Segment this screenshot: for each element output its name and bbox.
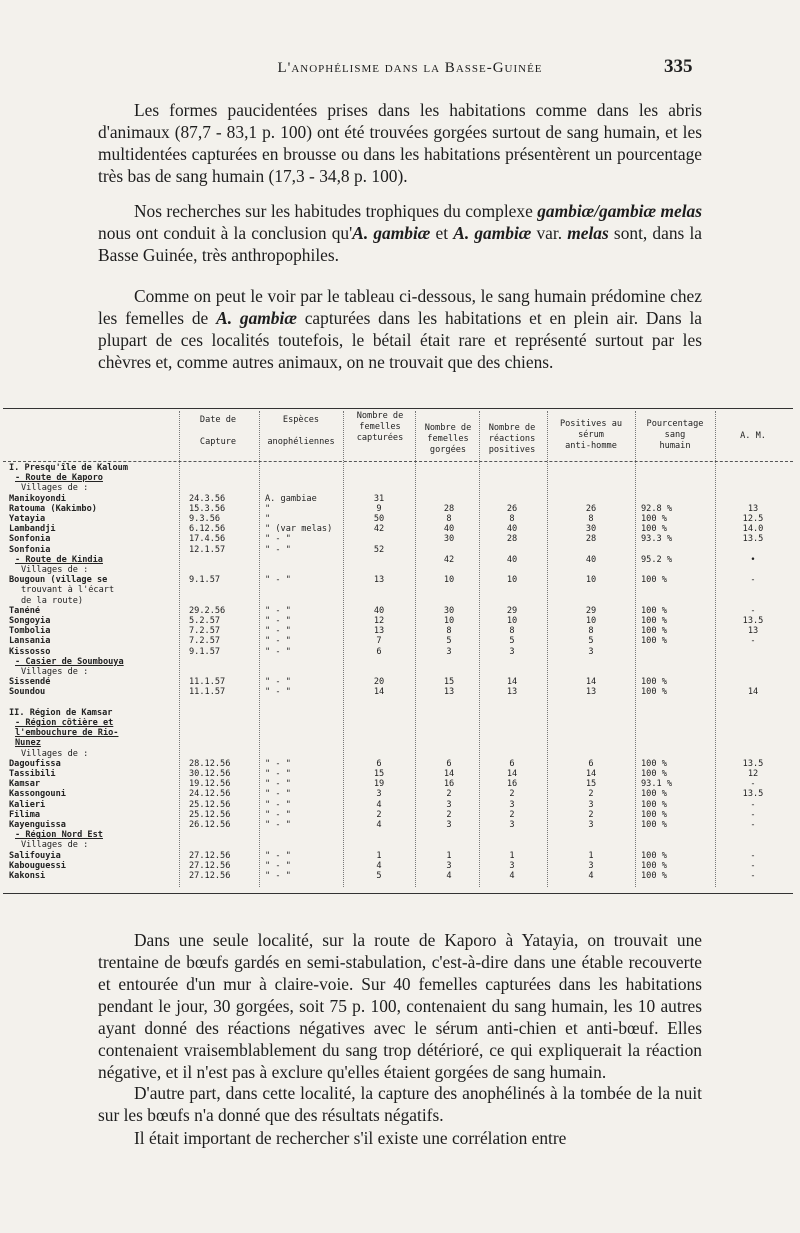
table-row [3,738,793,748]
positive-cell: 1 [588,850,594,861]
species-cell: " - " [265,871,291,881]
positive-cell: 10 [585,575,597,586]
percent-cell: 100 % [641,575,667,586]
am-cell: 13 [747,503,759,514]
reactions-cell: 5 [509,636,515,647]
percent-cell: 100 % [641,636,667,647]
gorged-cell: 6 [446,758,452,769]
am-cell: - [750,850,756,861]
captured-cell: 9 [376,503,382,514]
location-cell: Soundou [9,687,46,698]
species-cell: " - " [265,534,291,545]
paragraph-4: Dans une seule localité, sur la route de Kaporo à Yatayia, on trouvait une trentaine de bœufs gardés en semi-stabulation, c'est-à-dire dans une étable recouverte et entourée d'un mur à claire-voie. Sur 40 femelles capturées dans les habitations pendant le jour, 30 gorgées, soit 75 p. 100, contenaient du sang humain, les 10 autres ayant donné des réactions négatives avec le sérum anti-chien et anti-bœuf. Elles contenaient vraisemblablement du sang trop détérioré, ce qui expliquerait la réaction négative, et il n'est pas à exclure qu'elles étaient gorgées de sang humain. [98,930,702,1082]
table-row [3,616,793,626]
location-cell: Villages de : [21,565,89,575]
paragraph-3-text: capturées dans les habitations et en plein air. Dans la plupart de ces localités toutefois, le bétail était rare et représenté surtout par les chèvres et, comme autres animaux, on ne trouvait que des chiens. [98,308,703,372]
location-cell: Kakonsi [9,871,46,881]
reactions-cell: 8 [509,626,515,637]
date-cell: 25.12.56 [189,799,231,810]
location-cell: Yatayia [9,514,46,524]
gorged-cell: 3 [446,820,452,830]
gorged-cell: 30 [443,605,455,616]
table-row [3,565,793,575]
table-body [3,463,793,891]
gorged-cell: 8 [446,514,452,524]
species-cell: " - " [265,809,291,820]
captured-cell: 6 [376,758,382,769]
location-cell: Salifouyia [9,850,61,861]
species-name: melas [567,223,609,243]
captured-cell: 3 [376,789,382,800]
species-cell: A. gambiae [265,493,317,504]
paragraph-3 [98,285,702,373]
gorged-cell: 42 [443,554,455,565]
gorged-cell: 28 [443,503,455,514]
reactions-cell: 2 [509,809,515,820]
gorged-cell: 30 [443,534,455,545]
percent-cell: 100 % [641,860,667,871]
reactions-cell: 2 [509,789,515,800]
percent-cell: 100 % [641,850,667,861]
positive-cell: 3 [588,646,594,657]
am-cell: - [750,636,756,647]
table-row [3,708,793,718]
reactions-cell: 8 [509,514,515,524]
location-cell: Kamsar [9,779,41,790]
running-head [0,56,800,86]
table-row [3,769,793,779]
table-row [3,718,793,728]
gorged-cell: 2 [446,809,452,820]
reactions-cell: 10 [506,616,518,626]
location-cell: Kabouguessi [9,860,66,871]
captured-cell: 13 [373,575,385,586]
location-cell: Kissosso [9,646,51,657]
gorged-cell: 5 [446,636,452,647]
positive-cell: 8 [588,514,594,524]
reactions-cell: 6 [509,758,515,769]
header-am: A. M. [740,431,766,441]
location-cell: Manikoyondi [9,493,66,504]
reactions-cell: 40 [506,554,518,565]
date-cell: 29.2.56 [189,605,226,616]
captured-cell: 6 [376,646,382,657]
captured-cell: 13 [373,626,385,637]
species-name: A. gambiæ [453,223,532,243]
am-cell: 12.5 [742,514,764,524]
am-cell: 12 [747,769,759,779]
am-cell: - [750,799,756,810]
date-cell: 7.2.57 [189,636,221,647]
reactions-cell: 28 [506,534,518,545]
location-cell: - Route de Kindia [15,554,103,565]
table-row [3,545,793,555]
location-cell: de la route) [21,595,84,606]
table-row [3,524,793,534]
location-cell: Villages de : [21,840,89,851]
location-cell: trouvant à l'écart [21,585,115,596]
date-cell: 9.1.57 [189,646,221,657]
table-row [3,483,793,493]
location-cell: Lansania [9,636,51,647]
species-cell: " - " [265,769,291,779]
table-row [3,759,793,769]
table-row [3,851,793,861]
header-captured: Nombre de femelles capturées [356,411,404,443]
captured-cell: 19 [373,779,385,790]
date-cell: 6.12.56 [189,524,226,535]
date-cell: 27.12.56 [189,860,231,871]
gorged-cell: 16 [443,779,455,790]
reactions-cell: 26 [506,503,518,514]
gorged-cell: 3 [446,860,452,871]
table-row [3,534,793,544]
table-row [3,749,793,759]
percent-cell: 100 % [641,616,667,626]
reactions-cell: 3 [509,820,515,830]
paragraph-2 [98,200,702,266]
percent-cell: 100 % [641,758,667,769]
location-cell: Sonfonia [9,534,51,545]
am-cell: - [750,860,756,871]
paragraph-2-text: et [430,223,454,243]
am-cell: - [750,605,756,616]
positive-cell: 28 [585,534,597,545]
table-row [3,830,793,840]
positive-cell: 3 [588,799,594,810]
table-row [3,606,793,616]
date-cell: 19.12.56 [189,779,231,790]
location-cell: Sissendé [9,677,51,688]
table-row [3,463,793,473]
table-row [3,698,793,708]
gorged-cell: 13 [443,687,455,698]
positive-cell: 40 [585,554,597,565]
positive-cell: 26 [585,503,597,514]
gorged-cell: 15 [443,677,455,688]
table-row [3,789,793,799]
positive-cell: 30 [585,524,597,535]
percent-cell: 100 % [641,799,667,810]
am-cell: - [750,779,756,790]
table-row [3,871,793,881]
table-row [3,677,793,687]
header-reactions: Nombre de réactions positives [488,423,536,455]
species-cell: " [265,514,271,524]
header-percent: Pourcentage sang humain [646,419,704,451]
date-cell: 17.4.56 [189,534,226,545]
percent-cell: 95.2 % [641,554,673,565]
location-cell: Songoyia [9,616,51,626]
am-cell: - [750,575,756,586]
captured-cell: 42 [373,524,385,535]
location-cell: Nunez [15,738,41,749]
percent-cell: 93.3 % [641,534,673,545]
table-row [3,575,793,585]
percent-cell: 100 % [641,687,667,698]
am-cell: 13 [747,626,759,637]
reactions-cell: 29 [506,605,518,616]
date-cell: 28.12.56 [189,758,231,769]
gorged-cell: 2 [446,789,452,800]
table-row [3,636,793,646]
location-cell: Ratouma (Kakimbo) [9,503,97,514]
species-cell: " - " [265,605,291,616]
am-cell: 14.0 [742,524,764,535]
location-cell: Tassibili [9,769,56,779]
location-cell: Dagoufissa [9,758,61,769]
positive-cell: 2 [588,789,594,800]
location-cell: II. Région de Kamsar [9,707,113,718]
location-cell: Tombolia [9,626,51,637]
date-cell: 26.12.56 [189,820,231,830]
species-cell: " - " [265,687,291,698]
reactions-cell: 10 [506,575,518,586]
positive-cell: 8 [588,626,594,637]
positive-cell: 6 [588,758,594,769]
gorged-cell: 40 [443,524,455,535]
table-row [3,779,793,789]
percent-cell: 100 % [641,524,667,535]
date-cell: 5.2.57 [189,616,221,626]
captured-cell: 4 [376,860,382,871]
location-cell: Tanéné [9,605,41,616]
percent-cell: 100 % [641,809,667,820]
paragraph-6: Il était important de rechercher s'il existe une corrélation entre [134,1128,567,1148]
header-gorged: Nombre de femelles gorgées [424,423,472,455]
location-cell: Villages de : [21,748,89,759]
reactions-cell: 3 [509,799,515,810]
table-row [3,840,793,850]
percent-cell: 93.1 % [641,779,673,790]
positive-cell: 2 [588,809,594,820]
table-row [3,585,793,595]
species-cell: " - " [265,820,291,830]
percent-cell: 100 % [641,871,667,881]
species-cell: " [265,503,271,514]
paragraph-2-text: sont, dans la Basse Guinée, très anthropophiles. [98,223,702,265]
species-cell: " - " [265,779,291,790]
location-cell: l'embouchure de Rio- [15,728,119,739]
date-cell: 9.3.56 [189,514,221,524]
species-name: A. gambiæ [216,308,297,328]
paragraph-5: D'autre part, dans cette localité, la capture des anophélinés à la tombée de la nuit sur les bœufs n'a donné que des résultats négatifs. [98,1083,702,1125]
captured-cell: 4 [376,820,382,830]
date-cell: 27.12.56 [189,850,231,861]
am-cell: 13.5 [742,534,764,545]
page-number: 335 [664,56,693,77]
table-row [3,494,793,504]
capture-results-table [3,408,793,894]
location-cell: Villages de : [21,483,89,494]
reactions-cell: 14 [506,769,518,779]
percent-cell: 100 % [641,626,667,637]
table-row [3,810,793,820]
location-cell: Villages de : [21,667,89,677]
am-cell: 14 [747,687,759,698]
positive-cell: 15 [585,779,597,790]
percent-cell: 100 % [641,789,667,800]
positive-cell: 3 [588,820,594,830]
location-cell: I. Presqu'île de Kaloum [9,463,128,473]
reactions-cell: 40 [506,524,518,535]
location-cell: Filima [9,809,41,820]
table-row [3,596,793,606]
paragraph-2-text: nous ont conduit à la conclusion qu' [98,223,353,243]
am-cell: - [750,820,756,830]
captured-cell: 7 [376,636,382,647]
location-cell: Kalieri [9,799,46,810]
positive-cell: 29 [585,605,597,616]
percent-cell: 100 % [641,677,667,688]
date-cell: 15.3.56 [189,503,226,514]
species-cell: " - " [265,544,291,555]
captured-cell: 14 [373,687,385,698]
table-row [3,626,793,636]
am-cell: - [750,871,756,881]
captured-cell: 12 [373,616,385,626]
location-cell: Lambandji [9,524,56,535]
am-cell: 13.5 [742,789,764,800]
species-cell: " - " [265,575,291,586]
reactions-cell: 4 [509,871,515,881]
percent-cell: 100 % [641,605,667,616]
species-name: A. gambiæ [352,223,431,243]
percent-cell: 100 % [641,514,667,524]
table-row [3,861,793,871]
positive-cell: 14 [585,769,597,779]
gorged-cell: 3 [446,646,452,657]
species-cell: " - " [265,850,291,861]
paragraph-2-text: Nos recherches sur les habitudes trophiques du complexe [134,201,538,221]
positive-cell: 14 [585,677,597,688]
am-cell: 13.5 [742,758,764,769]
gorged-cell: 10 [443,616,455,626]
table-row [3,555,793,565]
table-row [3,473,793,483]
positive-cell: 10 [585,616,597,626]
am-cell: 13.5 [742,616,764,626]
species-name: gambiæ/gambiæ melas [537,201,702,221]
species-cell: " - " [265,636,291,647]
captured-cell: 31 [373,493,385,504]
table-row [3,820,793,830]
running-title: L'anophélisme dans la Basse-Guinée [277,60,543,76]
reactions-cell: 3 [509,646,515,657]
species-cell: " - " [265,626,291,637]
positive-cell: 5 [588,636,594,647]
species-cell: " - " [265,616,291,626]
reactions-cell: 16 [506,779,518,790]
table-row [3,647,793,657]
percent-cell: 100 % [641,820,667,830]
species-cell: " - " [265,646,291,657]
percent-cell: 100 % [641,769,667,779]
paragraph-2-text: var. [531,223,568,243]
location-cell: Kassongouni [9,789,66,800]
date-cell: 27.12.56 [189,871,231,881]
captured-cell: 5 [376,871,382,881]
table-row [3,657,793,667]
species-cell: " - " [265,860,291,871]
date-cell: 7.2.57 [189,626,221,637]
location-cell: Bougoun (village se [9,575,108,586]
date-cell: 30.12.56 [189,769,231,779]
table-row [3,504,793,514]
gorged-cell: 10 [443,575,455,586]
species-cell: " (var melas) [265,524,333,535]
location-cell: Kayenguissa [9,820,66,830]
table-row [3,667,793,677]
date-cell: 12.1.57 [189,544,226,555]
location-cell: - Casier de Soumbouya [15,656,124,667]
paragraph-1: Les formes paucidentées prises dans les habitations comme dans les abris d'animaux (87,7 - 83,1 p. 100) ont été trouvées gorgées surtout de sang humain, et les multidentées capturées en brousse ou dans les habitations présentèrent un pourcentage très bas de sang humain (17,3 - 34,8 p. 100). [98,100,702,186]
table-row [3,514,793,524]
location-cell: - Région côtière et [15,718,114,728]
date-cell: 24.12.56 [189,789,231,800]
gorged-cell: 4 [446,871,452,881]
table-row [3,728,793,738]
gorged-cell: 3 [446,799,452,810]
species-cell: " - " [265,799,291,810]
species-cell: " - " [265,758,291,769]
captured-cell: 15 [373,769,385,779]
location-cell: - Région Nord Est [15,830,103,841]
am-cell: - [750,809,756,820]
reactions-cell: 14 [506,677,518,688]
am-cell: • [750,554,756,565]
table-header [3,409,793,462]
location-cell: - Route de Kaporo [15,473,103,484]
date-cell: 11.1.57 [189,677,226,688]
positive-cell: 3 [588,860,594,871]
gorged-cell: 1 [446,850,452,861]
species-cell: " - " [265,789,291,800]
positive-cell: 4 [588,871,594,881]
reactions-cell: 1 [509,850,515,861]
species-cell: " - " [265,677,291,688]
header-species: Espèces anophéliennes [267,415,335,447]
positive-cell: 13 [585,687,597,698]
captured-cell: 4 [376,799,382,810]
header-date: Date de Capture [199,415,237,447]
reactions-cell: 3 [509,860,515,871]
captured-cell: 50 [373,514,385,524]
header-positive: Positives au sérum anti-homme [559,419,623,451]
paragraph-3-text: Comme on peut le voir par le tableau ci-dessous, le sang humain prédomine chez les femelles de [98,286,702,328]
date-cell: 25.12.56 [189,809,231,820]
date-cell: 24.3.56 [189,493,226,504]
date-cell: 9.1.57 [189,575,221,586]
date-cell: 11.1.57 [189,687,226,698]
location-cell: Sonfonia [9,544,51,555]
captured-cell: 52 [373,544,385,555]
table-row [3,800,793,810]
captured-cell: 40 [373,605,385,616]
captured-cell: 1 [376,850,382,861]
table-row [3,687,793,697]
captured-cell: 2 [376,809,382,820]
percent-cell: 92.8 % [641,503,673,514]
gorged-cell: 14 [443,769,455,779]
captured-cell: 20 [373,677,385,688]
gorged-cell: 8 [446,626,452,637]
reactions-cell: 13 [506,687,518,698]
